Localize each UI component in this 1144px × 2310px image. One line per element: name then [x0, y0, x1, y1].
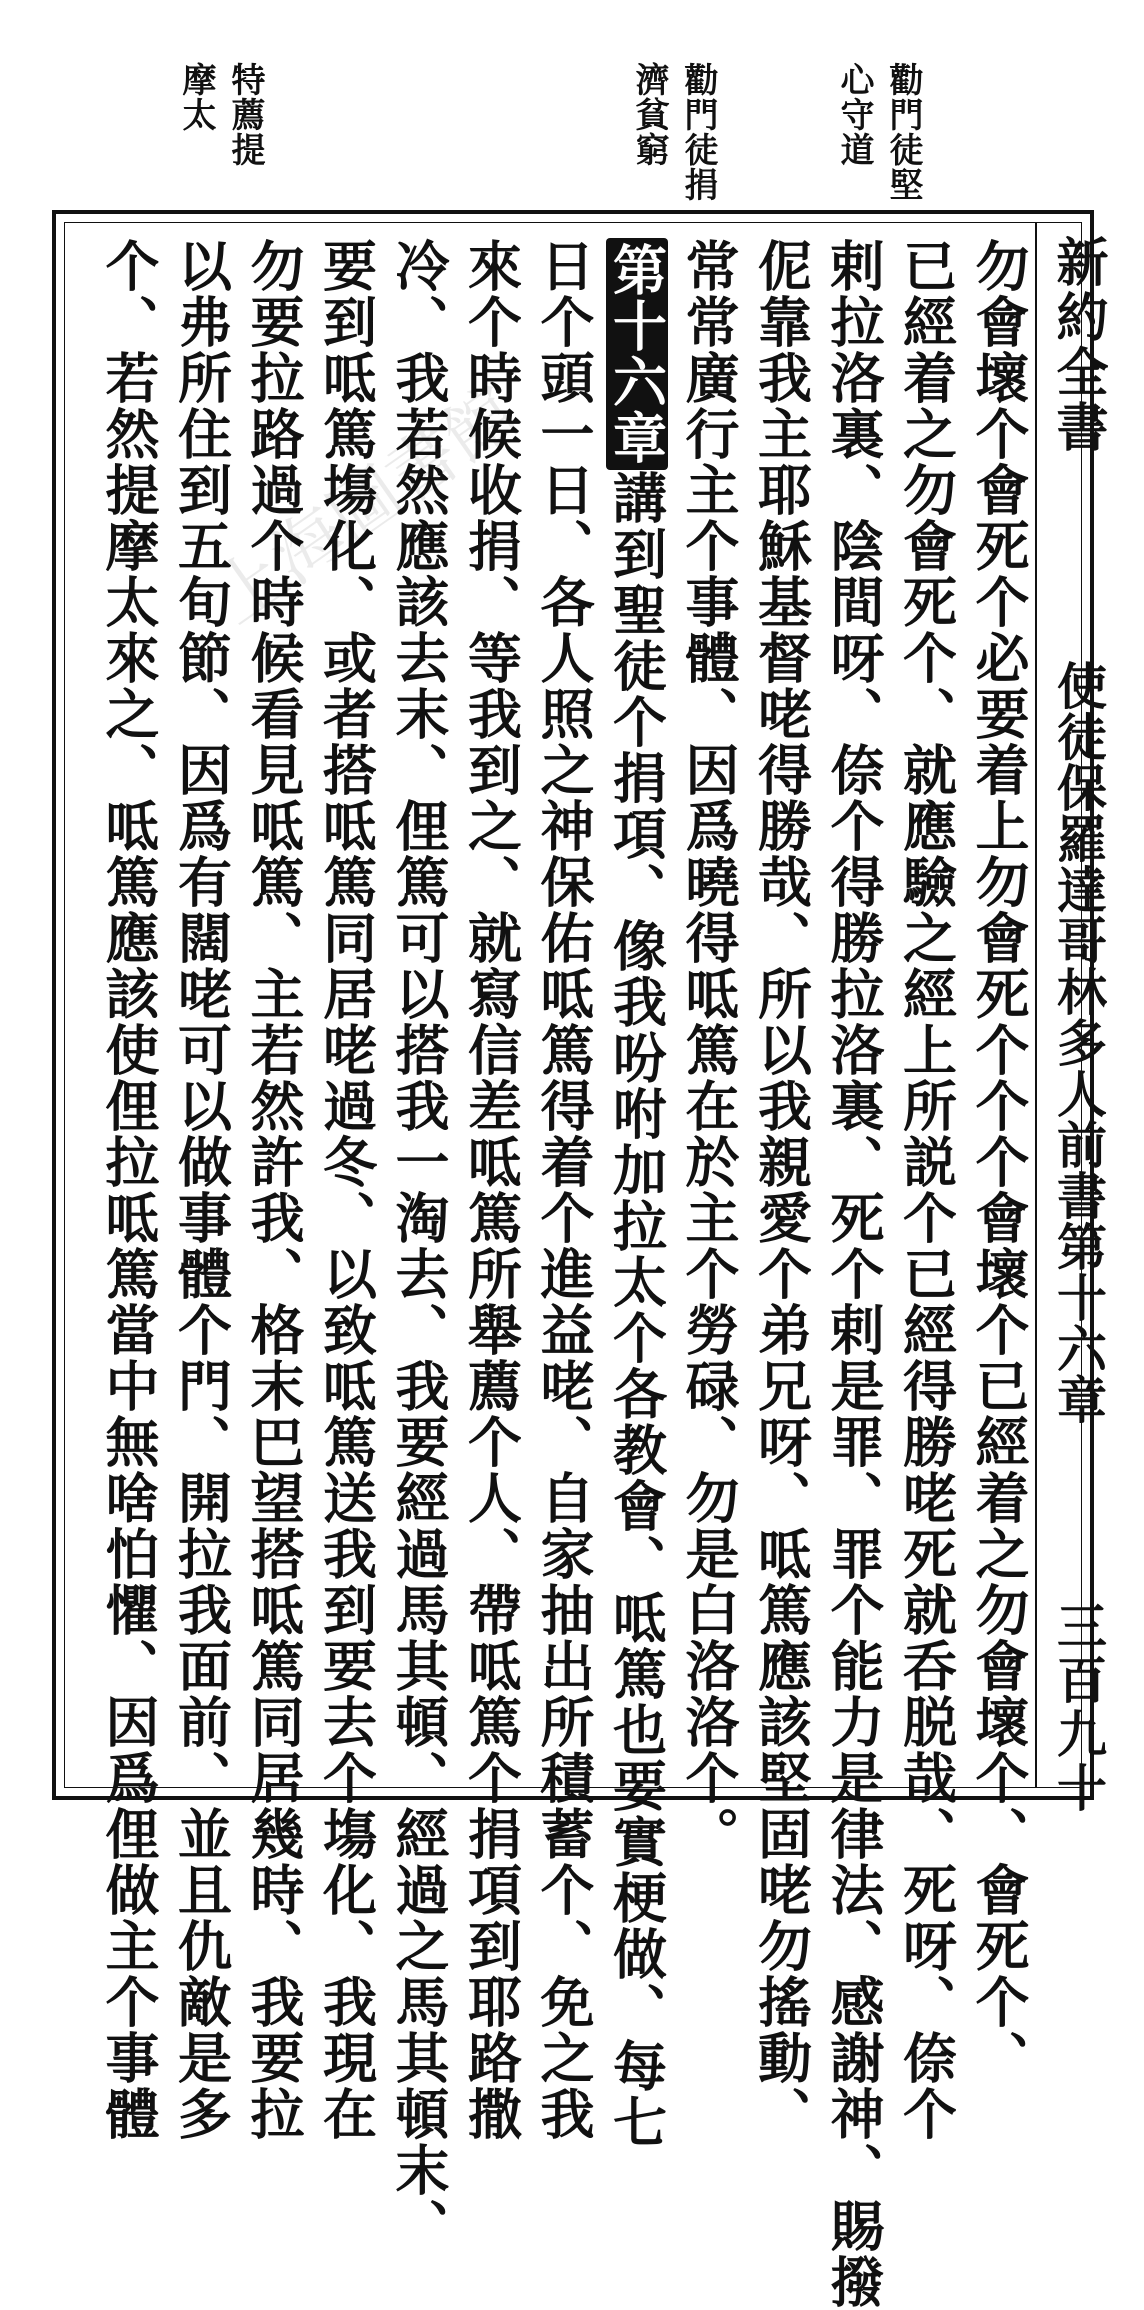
text-column: 要到呧篤塲化、或者搭呧篤同居咾過冬、以致呧篤送我到要去个塲化、我現在: [314, 238, 379, 2142]
library-watermark: 上海圖書館: [198, 371, 533, 640]
text-column: 常常廣行主个事體、因爲曉得呧篤在於主个勞碌、勿是白洛洛个。: [677, 238, 741, 1862]
text-column: 勿會壞个會死个必要着上勿會死个个个會壞个已經着之勿會壞个、會死个、: [967, 238, 1031, 2086]
text-column: [604, 238, 669, 2150]
running-title: 使徒保羅達哥林多人前書第十六章: [1049, 660, 1108, 1425]
text-column: 剌拉洛裏、陰間呀、倷个得勝拉洛裏、死个剌是罪、罪个能力是律法、感謝神、賜撥: [822, 238, 886, 2310]
text-column: 冷、我若然應該去末、俚篤可以搭我一淘去、我要經過馬其頓、經過之馬其頓末、: [387, 238, 451, 2254]
margin-note-line: 勸門徒捐: [678, 62, 718, 202]
margin-note-line: 特薦提: [225, 62, 265, 167]
margin-note-line: 摩太: [176, 62, 216, 132]
text-column: 來个時候收捐、等我到之、就寫信差呧篤所舉薦个人、帶呧篤个捐項到耶路撒: [459, 238, 524, 2142]
text-column: 勿要拉路過个時候看見呧篤、主若然許我、格末巴望搭呧篤同居幾時、我要拉: [242, 238, 306, 2142]
margin-note-1: [830, 62, 928, 202]
text-column: 伲靠我主耶穌基督咾得勝哉、所以我親愛个弟兄呀、呧篤應該堅固咾勿搖動、: [749, 238, 814, 2142]
text-column: 日个頭一日、各人照之神保佑呧篤得着个進益咾、自家抽出所積蓄个、免之我: [532, 238, 596, 2142]
header-divider: [1035, 222, 1037, 1788]
text-column: 个、若然提摩太來之、呧篤應該使俚拉呧篤當中無啥怕懼、因爲俚做主个事體: [97, 238, 161, 2142]
text-column: 以弗所住到五旬節、因爲有闊咾可以做事體个門、開拉我面前、並且仇敵是多: [169, 238, 234, 2142]
page-number: 三百九十: [1049, 1600, 1108, 1816]
text-column: 已經着之勿會死个、就應驗之經上所説个已經得勝咾死就呑脱哉、死呀、倷个: [894, 238, 959, 2142]
margin-note-line: 勸門徒堅: [883, 62, 923, 202]
margin-note-2: [625, 62, 723, 202]
margin-note-line: 心守道: [834, 62, 874, 167]
chapter-heading: 第十六章: [606, 238, 668, 470]
column-text: 講到聖徒个捐項、像我吩咐加拉太个各教會、呧篤也要實梗做、每七: [604, 470, 669, 2150]
book-title: 新約全書: [1047, 235, 1108, 455]
margin-note-line: 濟貧窮: [629, 62, 669, 167]
margin-note-3: [172, 62, 270, 202]
